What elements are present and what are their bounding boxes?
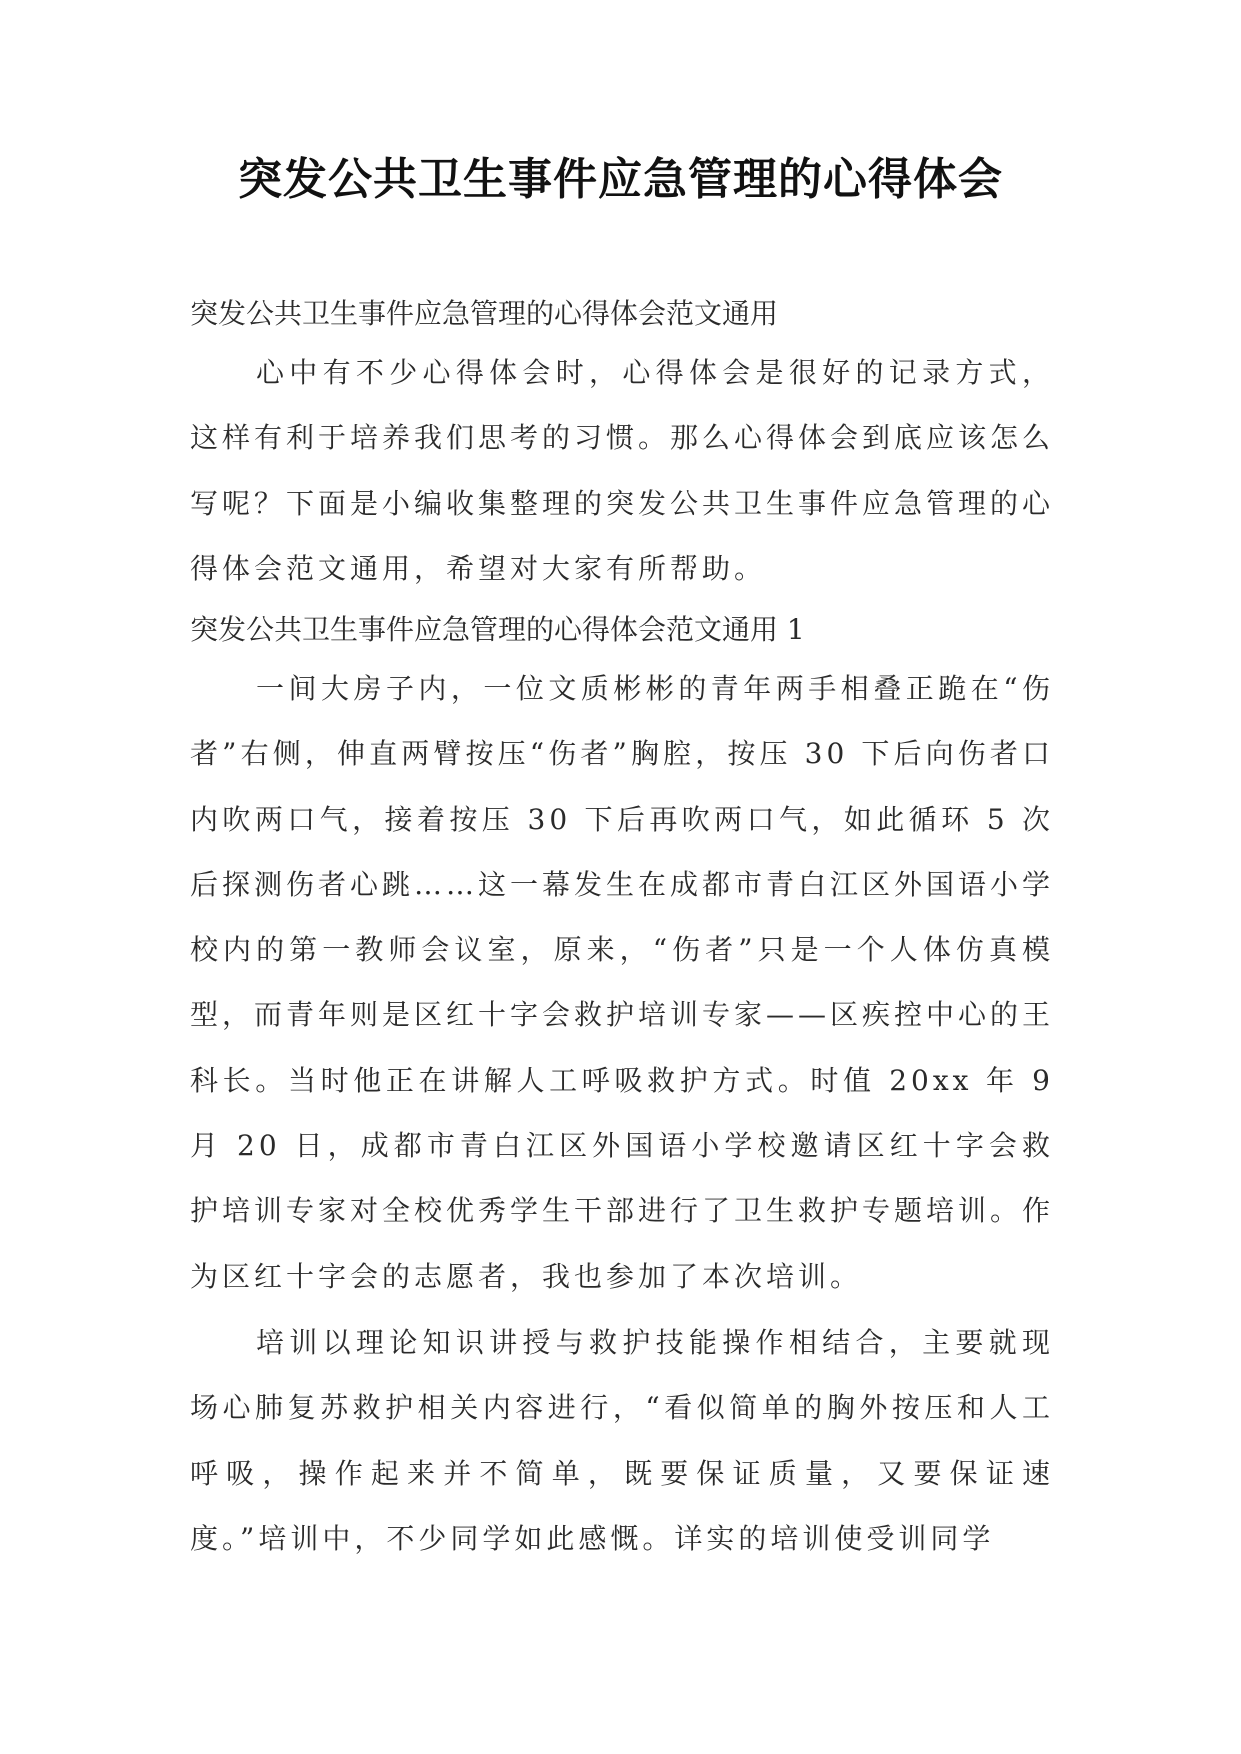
section1-paragraph-2: 培训以理论知识讲授与救护技能操作相结合，主要就现场心肺复苏救护相关内容进行，“看似简单的胸外按压和人工呼吸，操作起来并不简单，既要保证质量，又要保证速度。”培训中，不少同学如此感慨。详实的培训使受训同学 <box>190 1326 1054 1555</box>
intro-heading: 突发公共卫生事件应急管理的心得体会范文通用 <box>190 297 779 330</box>
document-title: 突发公共卫生事件应急管理的心得体会 <box>238 154 1003 205</box>
intro-paragraph: 心中有不少心得体会时，心得体会是很好的记录方式，这样有利于培养我们思考的习惯。那么心得体会到底应该怎么写呢？下面是小编收集整理的突发公共卫生事件应急管理的心得体会范文通用，希望对大家有所帮助。 <box>190 356 1055 585</box>
section1-heading: 突发公共卫生事件应急管理的心得体会范文通用 1 <box>190 613 805 646</box>
section1-paragraph-1: 一间大房子内，一位文质彬彬的青年两手相叠正跪在“伤者”右侧，伸直两臂按压“伤者”胸腔，按压 30 下后向伤者口内吹两口气，接着按压 30 下后再吹两口气，如此循环 5 次后探测伤者心跳……这一幕发生在成都市青白江区外国语小学校内的第一教师会议室，原来，“伤者”只是一个人体仿真模型，而青年则是区红十字会救护培训专家——区疾控中心的王科长。当时他正在讲解人工呼吸救护方式。时值 20xx 年 9 月 20 日，成都市青白江区外国语小学校邀请区红十字会救护培训专家对全校优秀学生干部进行了卫生救护专题培训。作为区红十字会的志愿者，我也参加了本次培训。 <box>190 672 1055 1293</box>
